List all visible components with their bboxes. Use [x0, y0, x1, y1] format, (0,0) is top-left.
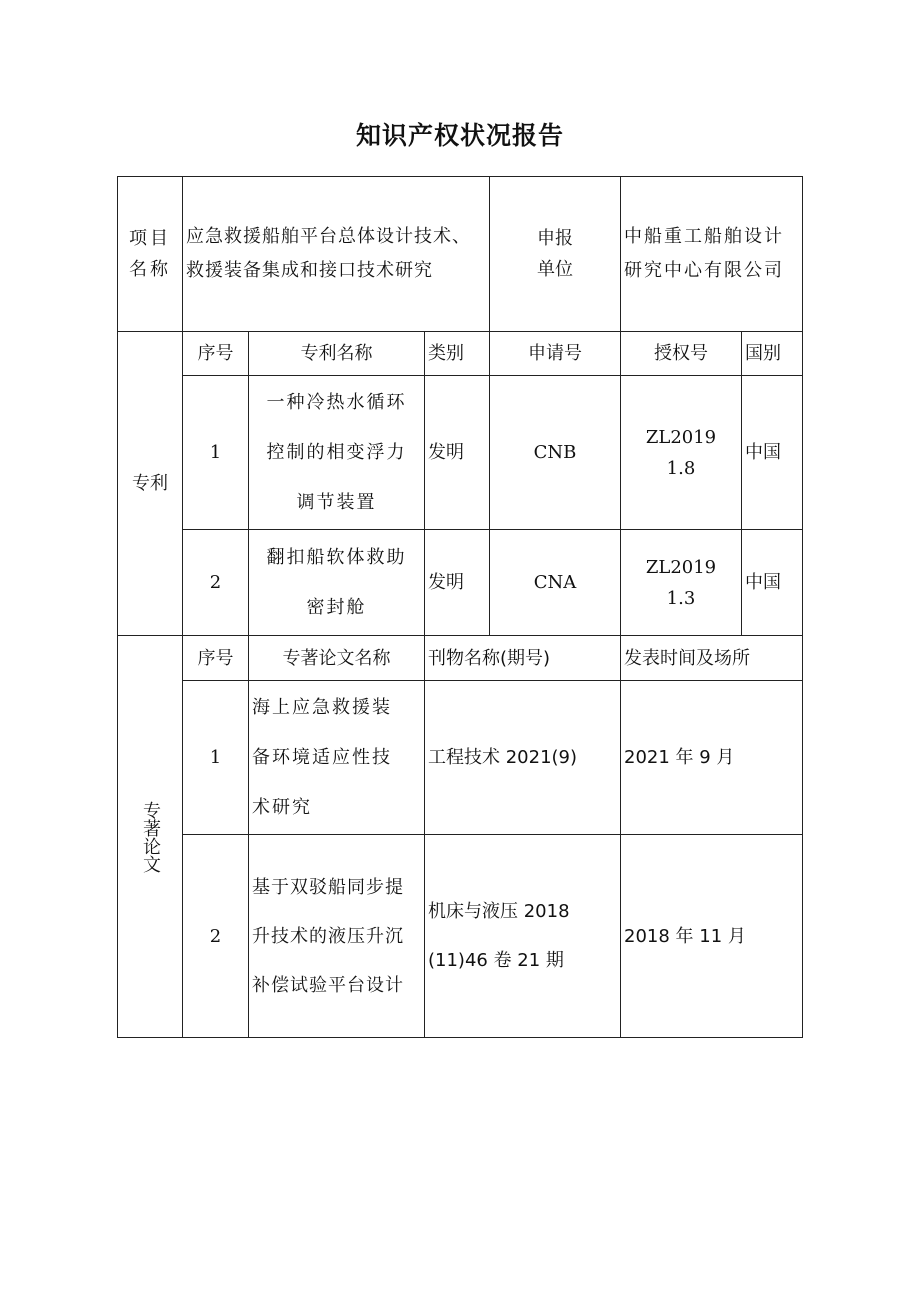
project-name-label: 项目名称	[129, 228, 171, 280]
patent-row-1-country: 中国	[745, 442, 781, 463]
patent-header-grant-no: 授权号	[654, 343, 708, 364]
declaring-unit-label: 申报 单位	[537, 228, 573, 280]
document-title: 知识产权状况报告	[355, 121, 564, 150]
patent-row-2-grant-no: ZL2019 1.3	[645, 556, 717, 609]
patent-row-2-type: 发明	[428, 572, 464, 593]
patent-row-2-no: 2	[209, 572, 222, 593]
paper-header-journal: 刊物名称(期号)	[428, 647, 551, 669]
paper-header-time: 发表时间及场所	[624, 647, 750, 669]
table-border-right	[802, 176, 803, 1038]
paper-row-1-journal: 工程技术 2021(9)	[428, 747, 578, 768]
paper-header-no: 序号	[197, 647, 234, 669]
paper-header-name: 专著论文名称	[282, 647, 391, 669]
patent-header-country: 国别	[745, 343, 781, 364]
paper-row-2-no: 2	[209, 925, 222, 947]
patent-header-app-no: 申请号	[528, 343, 582, 364]
patent-row-1-grant-no: ZL2019 1.8	[645, 426, 717, 479]
paper-row-1-name: 海上应急救援装 备环境适应性技 术研究	[252, 696, 392, 818]
patent-row-2-app-no: CNA	[533, 572, 577, 593]
paper-row-2-name: 基于双驳船同步提 升技术的液压升沉 补偿试验平台设计	[252, 876, 404, 996]
patent-row-2-country: 中国	[745, 572, 781, 593]
paper-row-2-time: 2018 年 11 月	[624, 925, 746, 947]
patent-row-1-no: 1	[209, 442, 222, 463]
patent-row-1-name: 一种冷热水循环 控制的相变浮力 调节装置	[266, 391, 407, 513]
paper-row-1-no: 1	[209, 747, 222, 768]
patent-header-name: 专利名称	[300, 343, 373, 364]
paper-row-1-time: 2021 年 9 月	[624, 747, 735, 768]
patent-row-1-type: 发明	[428, 442, 464, 463]
table-border-bottom	[117, 1037, 803, 1038]
project-name-value: 应急救援船舶平台总体设计技术、 救援装备集成和接口技术研究	[186, 226, 471, 281]
declaring-unit-value: 中船重工船舶设计 研究中心有限公司	[624, 226, 784, 281]
patent-row-1-app-no: CNB	[533, 442, 577, 463]
patents-section-label: 专利	[132, 473, 168, 494]
patent-header-type: 类别	[428, 343, 464, 364]
patent-row-2-name: 翻扣船软体救助 密封舱	[266, 546, 407, 618]
papers-section-label: 专著论文	[140, 800, 161, 873]
patent-header-no: 序号	[197, 343, 234, 364]
paper-row-2-journal: 机床与液压 2018 (11)46 卷 21 期	[428, 901, 570, 971]
